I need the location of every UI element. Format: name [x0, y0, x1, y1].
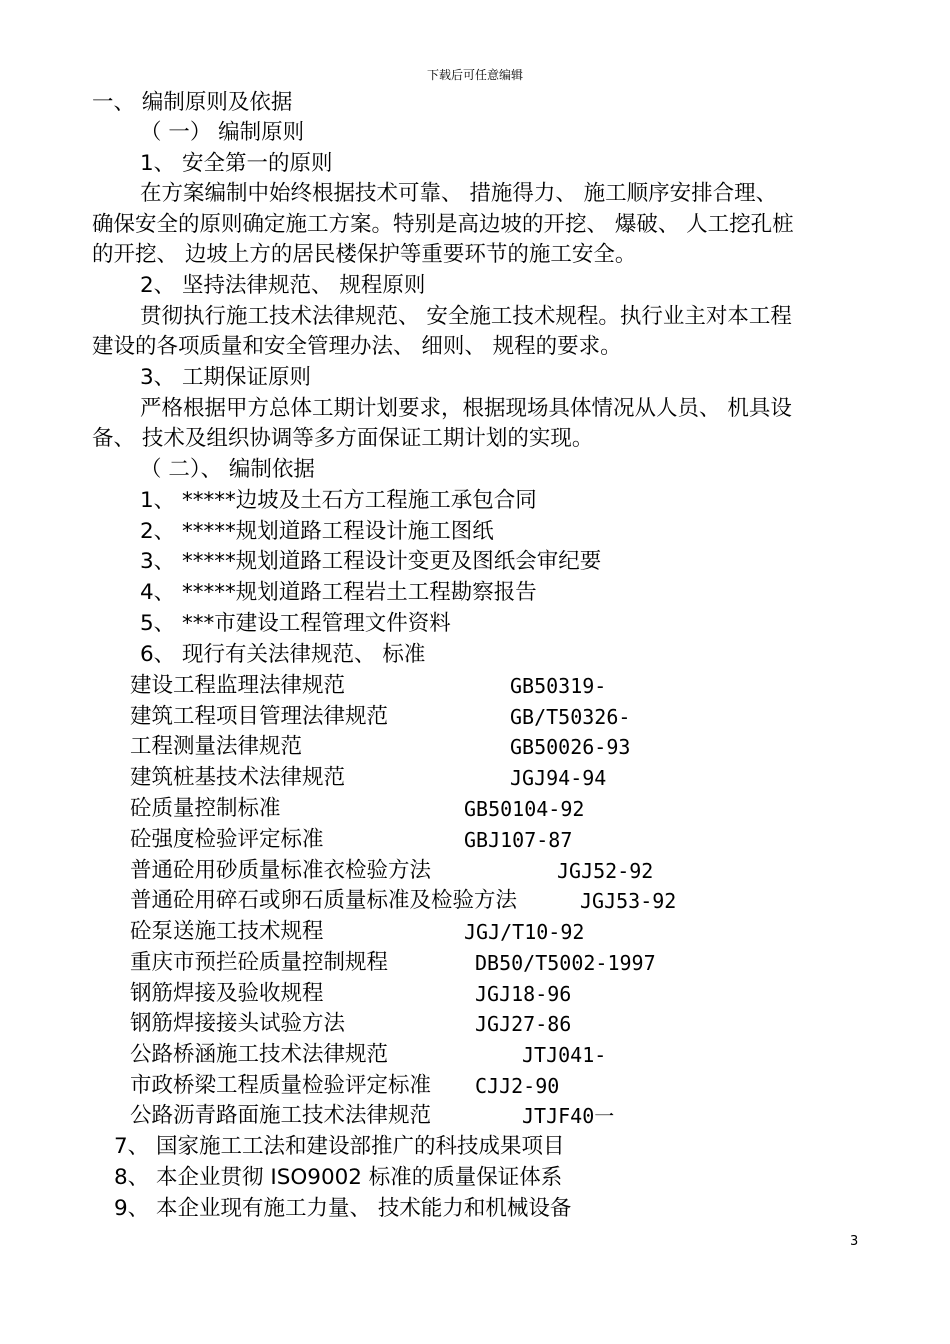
principle-1-title: 1、 安全第一的原则: [140, 151, 333, 176]
basis-item: 2、 *****规划道路工程设计施工图纸: [140, 519, 494, 544]
standard-code: JGJ53-92: [580, 889, 677, 913]
standard-name: 建筑工程项目管理法律规范: [130, 704, 389, 729]
principle-2-body-line: 贯彻执行施工技术法律规范、 安全施工技术规程。执行业主对本工程: [140, 304, 792, 329]
standard-name: 普通砼用砂质量标准衣检验方法: [130, 858, 432, 883]
standard-code: JTJF40一: [522, 1104, 615, 1128]
standard-code: JGJ94-94: [510, 766, 607, 790]
standard-name: 重庆市预拦砼质量控制规程: [130, 950, 389, 975]
page-header: 下载后可任意编辑: [426, 68, 523, 82]
principle-2-title: 2、 坚持法律规范、 规程原则: [140, 273, 426, 298]
standard-name: 工程测量法律规范: [130, 734, 303, 759]
principle-3-body-line: 备、 技术及组织协调等多方面保证工期计划的实现。: [92, 426, 594, 451]
principle-2-body-line: 建设的各项质量和安全管理办法、 细则、 规程的要求。: [92, 334, 622, 359]
standard-code: GB/T50326-: [510, 705, 631, 729]
standard-code: JTJ041-: [522, 1043, 607, 1067]
basis-item: 7、 国家施工工法和建设部推广的科技成果项目: [114, 1134, 565, 1159]
standard-name: 公路沥青路面施工技术法律规范: [130, 1103, 432, 1128]
subsection-title-2: （ 二）、 编制依据: [140, 457, 315, 482]
basis-item: 5、 ***市建设工程管理文件资料: [140, 611, 451, 636]
standard-code: GB50104-92: [464, 797, 585, 821]
principle-1-body-line: 确保安全的原则确定施工方案。特别是高边坡的开挖、 爆破、 人工挖孔桩: [92, 212, 794, 237]
standard-code: GBJ107-87: [464, 828, 573, 852]
basis-item: 8、 本企业贯彻 ISO9002 标准的质量保证体系: [114, 1165, 563, 1190]
basis-item: 9、 本企业现有施工力量、 技术能力和机械设备: [114, 1196, 572, 1221]
subsection-title-1: （ 一） 编制原则: [140, 120, 305, 145]
standard-code: JGJ27-86: [475, 1012, 572, 1036]
standard-code: DB50/T5002-1997: [475, 951, 656, 975]
standard-name: 钢筋焊接及验收规程: [130, 981, 324, 1006]
standard-name: 砼泵送施工技术规程: [130, 919, 324, 944]
basis-item: 3、 *****规划道路工程设计变更及图纸会审纪要: [140, 549, 602, 574]
standard-name: 钢筋焊接接头试验方法: [130, 1011, 346, 1036]
standard-name: 公路桥涵施工技术法律规范: [130, 1042, 389, 1067]
section-title: 一、 编制原则及依据: [92, 90, 293, 115]
standard-code: JGJ18-96: [475, 982, 572, 1006]
principle-1-body-line: 的开挖、 边坡上方的居民楼保护等重要环节的施工安全。: [92, 242, 637, 267]
standard-code: GB50026-93: [510, 735, 631, 759]
standard-code: CJJ2-90: [475, 1074, 560, 1098]
standard-name: 普通砼用碎石或卵石质量标准及检验方法: [130, 888, 518, 913]
standard-name: 砼质量控制标准: [130, 796, 281, 821]
principle-3-body-line: 严格根据甲方总体工期计划要求，根据现场具体情况从人员、 机具设: [140, 396, 792, 421]
page-number: 3: [850, 1234, 859, 1249]
standard-code: GB50319-: [510, 674, 607, 698]
standard-name: 市政桥梁工程质量检验评定标准: [130, 1073, 432, 1098]
principle-1-body-line: 在方案编制中始终根据技术可靠、 措施得力、 施工顺序安排合理、: [140, 181, 778, 206]
basis-item: 6、 现行有关法律规范、 标准: [140, 642, 426, 667]
standard-code: JGJ/T10-92: [464, 920, 585, 944]
standard-code: JGJ52-92: [557, 859, 654, 883]
basis-item: 4、 *****规划道路工程岩土工程勘察报告: [140, 580, 537, 605]
standard-name: 砼强度检验评定标准: [130, 827, 324, 852]
standard-name: 建筑桩基技术法律规范: [130, 765, 346, 790]
principle-3-title: 3、 工期保证原则: [140, 365, 312, 390]
standard-name: 建设工程监理法律规范: [130, 673, 346, 698]
basis-item: 1、 *****边坡及土石方工程施工承包合同: [140, 488, 537, 513]
